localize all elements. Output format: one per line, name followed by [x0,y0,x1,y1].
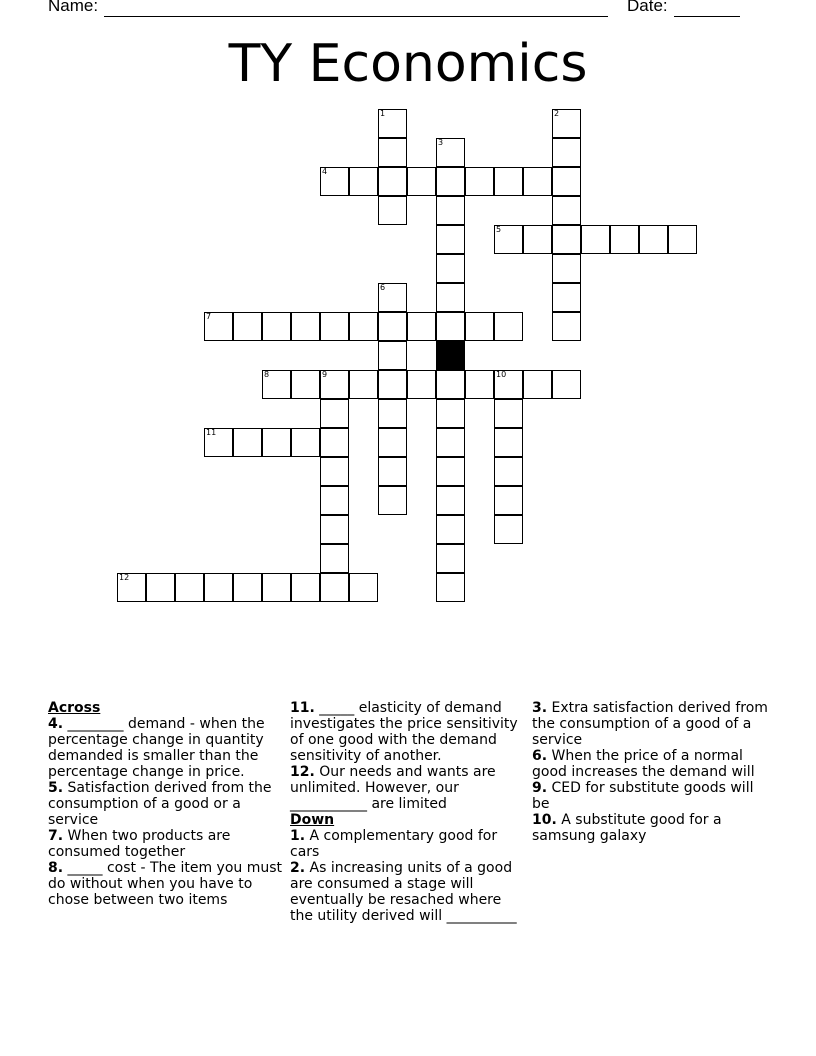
grid-cell[interactable] [262,370,291,399]
grid-cell[interactable] [465,167,494,196]
clue-number: 4. [48,716,64,732]
grid-cell[interactable] [262,573,291,602]
clue-text: A substitute good for a samsung galaxy [532,812,722,844]
clue-across-5 [48,780,284,828]
cell-number: 8 [264,370,270,379]
grid-cell[interactable] [349,167,378,196]
clue-text: A complementary good for cars [290,828,498,860]
cell-number: 1 [380,109,386,118]
clue-number: 1. [290,828,306,844]
grid-cell[interactable] [407,167,436,196]
grid-cell[interactable] [436,428,465,457]
clue-number: 11. [290,700,315,716]
grid-cell[interactable] [494,399,523,428]
grid-cell[interactable] [320,167,349,196]
grid-cell[interactable] [320,515,349,544]
clue-number: 10. [532,812,557,828]
cell-number: 5 [496,225,502,234]
grid-cell[interactable] [378,283,407,312]
grid-cell[interactable] [639,225,668,254]
cell-number: 4 [322,167,328,176]
grid-cell[interactable] [378,196,407,225]
grid-cell[interactable] [378,370,407,399]
grid-cell[interactable] [465,370,494,399]
clue-number: 7. [48,828,64,844]
grid-cell[interactable] [581,225,610,254]
grid-cell[interactable] [610,225,639,254]
grid-cell[interactable] [378,167,407,196]
cell-number: 9 [322,370,328,379]
clue-across-7 [48,828,284,860]
grid-cell[interactable] [436,370,465,399]
grid-cell[interactable] [436,138,465,167]
grid-cell[interactable] [378,312,407,341]
clue-number: 2. [290,860,306,876]
grid-cell[interactable] [523,167,552,196]
clue-column-3 [532,700,772,844]
grid-cell[interactable] [552,283,581,312]
grid-cell[interactable] [262,428,291,457]
grid-cell[interactable] [407,312,436,341]
clue-text: _____ elasticity of demand investigates the price sensitivity of one good with the demand sensitivity of another. [290,700,518,764]
clue-number: 12. [290,764,315,780]
grid-cell[interactable] [436,573,465,602]
grid-cell[interactable] [320,312,349,341]
across-heading: Across [48,700,101,716]
grid-cell[interactable] [494,312,523,341]
grid-cell[interactable] [436,399,465,428]
grid-cell[interactable] [320,573,349,602]
grid-cell[interactable] [204,573,233,602]
grid-cell[interactable] [291,428,320,457]
cell-number: 11 [206,428,217,437]
grid-cell[interactable] [204,428,233,457]
grid-cell[interactable] [378,109,407,138]
clue-text: Satisfaction derived from the consumption of a good or a service [48,780,272,828]
cell-number: 10 [496,370,507,379]
grid-cell[interactable] [262,312,291,341]
grid-cell[interactable] [320,428,349,457]
clue-down-9 [532,780,772,812]
name-label: Name: [48,0,99,15]
clue-text: Our needs and wants are unlimited. However, our ___________ are limited [290,764,496,812]
grid-cell[interactable] [494,457,523,486]
grid-cell[interactable] [494,225,523,254]
grid-cell[interactable] [436,225,465,254]
grid-cell[interactable] [233,573,262,602]
grid-cell[interactable] [523,225,552,254]
grid-cell[interactable] [494,428,523,457]
grid-cell[interactable] [552,196,581,225]
grid-cell[interactable] [552,138,581,167]
grid-cell[interactable] [291,573,320,602]
grid-cell[interactable] [465,312,494,341]
grid-cell[interactable] [436,312,465,341]
grid-cell[interactable] [407,370,436,399]
grid-cell[interactable] [233,428,262,457]
grid-cell[interactable] [175,573,204,602]
clue-across-8 [48,860,284,908]
clue-across-12 [290,764,526,812]
grid-cell[interactable] [233,312,262,341]
grid-cell[interactable] [436,457,465,486]
clue-text: CED for substitute goods will be [532,780,754,812]
grid-cell[interactable] [349,312,378,341]
clue-number: 8. [48,860,64,876]
grid-cell[interactable] [436,167,465,196]
grid-cell[interactable] [204,312,233,341]
clue-down-6 [532,748,772,780]
grid-cell[interactable] [378,399,407,428]
grid-cell[interactable] [378,428,407,457]
grid-cell[interactable] [146,573,175,602]
grid-cell[interactable] [117,573,146,602]
clue-down-1 [290,828,526,860]
grid-cell[interactable] [378,138,407,167]
clue-column-1 [48,700,284,908]
grid-cell[interactable] [320,486,349,515]
clue-number: 5. [48,780,64,796]
grid-cell[interactable] [320,544,349,573]
puzzle-title: TY Economics [228,34,588,94]
clue-text: _____ cost - The item you must do without when you have to chose between two items [48,860,282,908]
grid-cell[interactable] [378,341,407,370]
clue-text: Extra satisfaction derived from the consumption of a good of a service [532,700,768,748]
clue-number: 3. [532,700,548,716]
grid-cell[interactable] [378,457,407,486]
clue-across-11 [290,700,526,764]
cell-number: 2 [554,109,560,118]
grid-cell[interactable] [668,225,697,254]
clue-number: 6. [532,748,548,764]
cell-number: 3 [438,138,444,147]
clue-text: When the price of a normal good increases the demand will [532,748,755,780]
grid-cell[interactable] [436,544,465,573]
black-square [436,341,465,370]
grid-cell[interactable] [552,109,581,138]
clue-column-2 [290,700,526,924]
grid-cell[interactable] [552,312,581,341]
grid-cell[interactable] [349,370,378,399]
clue-text: When two products are consumed together [48,828,231,860]
clue-down-2 [290,860,526,924]
clue-down-3 [532,700,772,748]
grid-cell[interactable] [320,457,349,486]
grid-cell[interactable] [349,573,378,602]
grid-cell[interactable] [320,370,349,399]
cell-number: 12 [119,573,130,582]
date-label: Date: [627,0,668,15]
clue-text: As increasing units of a good are consumed a stage will eventually be resached where the utility derived will __________ [290,860,517,924]
grid-cell[interactable] [552,370,581,399]
grid-cell[interactable] [523,370,552,399]
grid-cell[interactable] [552,254,581,283]
grid-cell[interactable] [378,486,407,515]
clue-number: 9. [532,780,548,796]
grid-cell[interactable] [494,370,523,399]
grid-cell[interactable] [436,515,465,544]
grid-cell[interactable] [552,167,581,196]
grid-cell[interactable] [552,225,581,254]
down-heading: Down [290,812,335,828]
grid-cell[interactable] [291,370,320,399]
grid-cell[interactable] [436,196,465,225]
cell-number: 7 [206,312,212,321]
clue-text: ________ demand - when the percentage change in quantity demanded is smaller than the percentage change in price. [48,716,265,780]
grid-cell[interactable] [494,167,523,196]
grid-cell[interactable] [436,486,465,515]
grid-cell[interactable] [436,254,465,283]
clue-down-10 [532,812,772,844]
grid-cell[interactable] [291,312,320,341]
grid-cell[interactable] [436,283,465,312]
clue-across-4 [48,716,284,780]
cell-number: 6 [380,283,386,292]
grid-cell[interactable] [494,486,523,515]
grid-cell[interactable] [494,515,523,544]
grid-cell[interactable] [320,399,349,428]
